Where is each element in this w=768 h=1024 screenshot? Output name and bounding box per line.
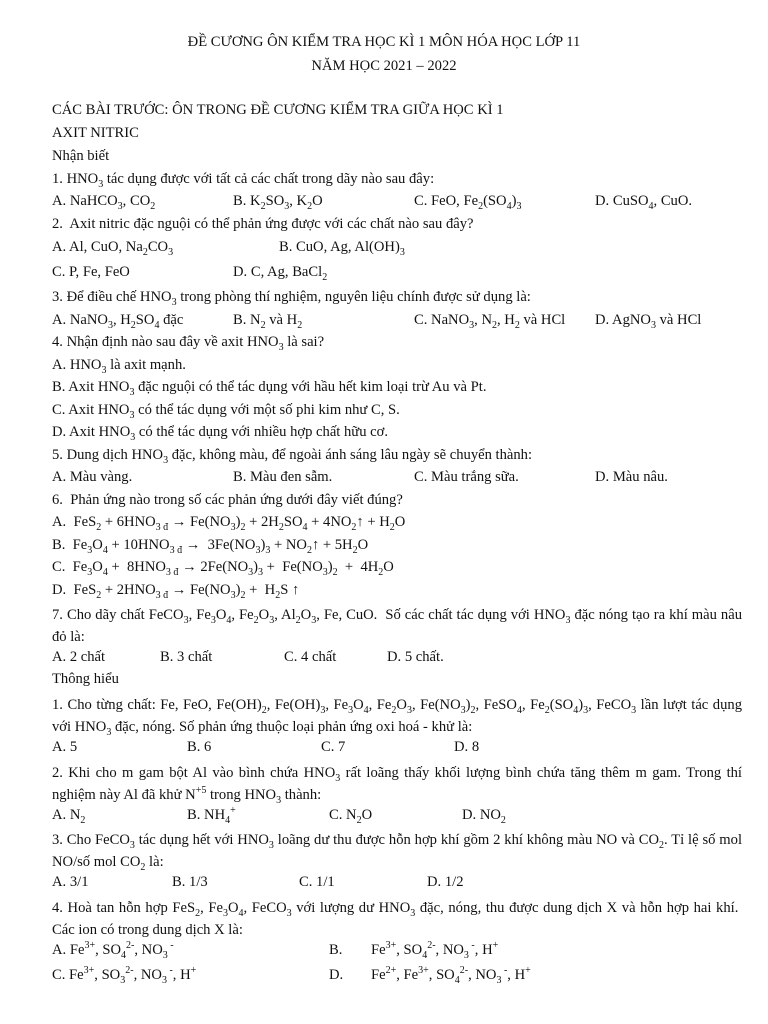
question-5: 5. Dung dịch $HNO_3$ đặc, không màu, để ngoài ánh sáng lâu ngày sẽ chuyển thành:	[52, 447, 533, 466]
question-6: 6. Phản ứng nào trong số các phản ứng dưới đây viết đúng?	[52, 492, 403, 508]
q7-option-b: B. 3 chất	[160, 649, 213, 665]
q5-option-d: D. Màu nâu.	[595, 469, 668, 485]
q5-option-a: A. Màu vàng.	[52, 469, 133, 485]
th2-option-b: B. $NH_4^+$	[187, 805, 236, 826]
question-4: 4. Nhận định nào sau đây về axit $HNO_3$ là sai?	[52, 334, 325, 353]
q1-option-d: D. CuSO$_4$, CuO.	[595, 193, 693, 212]
q2-option-c: C. P, Fe, FeO	[52, 264, 130, 280]
q6-option-d: D. $FeS_2 + 2HNO_{3 đ} \to Fe(NO_3)_2 + H_2S$ ↑	[52, 582, 300, 601]
q1-option-c: C. FeO, $Fe_2(SO_4)_3$	[414, 193, 522, 212]
th1-option-b: B. 6	[187, 739, 212, 755]
q3-option-b: B. $N_2$ và $H_2$	[233, 312, 303, 331]
q6-option-a: A. $FeS_2 + 6HNO_{3 đ} \to Fe(NO_3)_2 + 2H_2SO_4$ + $4NO_2↑ + H_2O$	[52, 514, 406, 533]
q5-option-c: C. Màu trắng sữa.	[414, 469, 519, 485]
level-heading-nhan-biet: Nhận biết	[52, 148, 110, 164]
th4-option-b-text: $Fe^{3+}$, $SO_4^{2-}$, $NO_3$ -, H+	[371, 940, 499, 961]
q3-option-a: A. NaNO$_3$, $H_2SO_4$ đặc	[52, 312, 184, 331]
th-question-1: 1. Cho từng chất: Fe, FeO, $Fe(OH)_2$, $Fe(OH)_3$, $Fe_3O_4$, $Fe_2O_3$, $Fe(NO_3)_2$, FeSO$_4$, $Fe_2(SO_4)_3$, FeCO$_3$ lần lượt tác dụng với $HNO_3$ đặc, nóng. Số phản ứng thuộc loại phản ứng oxi hoá - khử là:	[52, 697, 742, 738]
th4-option-d: D.	[329, 967, 344, 983]
th3-option-a: A. 3/1	[52, 874, 89, 890]
q3-option-c: C. NaNO$_3$, $N_2$, $H_2$ và HCl	[414, 312, 566, 331]
question-3: 3. Để điều chế $HNO_3$ trong phòng thí nghiệm, nguyên liệu chính được sử dụng là:	[52, 289, 531, 308]
section-heading: CÁC BÀI TRƯỚC: ÔN TRONG ĐỀ CƯƠNG KIỂM TRA GIỮA HỌC KÌ 1	[52, 102, 504, 118]
q4-option-c: C. Axit $HNO_3$ có thể tác dụng với một số phi kim như C, S.	[52, 402, 400, 421]
th2-option-a: A. $N_2$	[52, 807, 86, 826]
th-question-2: 2. Khi cho m gam bột Al vào bình chứa $HNO_3$ rất loãng thấy khối lượng bình chứa tăng thêm m gam. Trong thí nghiệm này Al đã khử $N^{+5}$ trong $HNO_3$ thành:	[52, 765, 742, 806]
th2-option-d: D. $NO_2$	[462, 807, 506, 826]
school-year: NĂM HỌC 2021 – 2022	[311, 58, 457, 74]
th4-option-b: B.	[329, 942, 343, 958]
q6-option-c: C. $Fe_3O_4 + 8HNO_{3 đ} \to 2Fe(NO_3)_3 + Fe(NO_3)_2 + 4H_2O$	[52, 559, 394, 578]
th2-option-c: C. $N_2O$	[329, 807, 373, 826]
question-1: 1. $HNO_3$ tác dụng được với tất cả các chất trong dãy nào sau đây:	[52, 171, 435, 190]
th4-option-a: A. $Fe^{3+}$, $SO_4^{2-}$, $NO_3$ -	[52, 940, 174, 961]
q5-option-b: B. Màu đen sẫm.	[233, 469, 333, 485]
q3-option-d: D. AgNO$_3$ và HCl	[595, 312, 702, 331]
q6-option-b: B. $Fe_3O_4 + 10HNO_{3 đ} \to 3Fe(NO_3)_3$ + $NO_2↑ + 5H_2O$	[52, 537, 369, 556]
th1-option-c: C. 7	[321, 739, 346, 755]
th1-option-d: D. 8	[454, 739, 480, 755]
topic-heading: AXIT NITRIC	[52, 125, 139, 141]
th3-option-b: B. 1/3	[172, 874, 208, 890]
th1-option-a: A. 5	[52, 739, 78, 755]
th4-option-c: C. $Fe^{3+}$, $SO_3^{2-}$, $NO_3$ -, H+	[52, 965, 197, 986]
q1-option-b: B. $K_2SO_3$, $K_2O$	[233, 193, 323, 212]
q4-option-b: B. Axit $HNO_3$ đặc nguội có thể tác dụng với hầu hết kim loại trừ Au và Pt.	[52, 379, 487, 398]
q7-option-d: D. 5 chất.	[387, 649, 444, 665]
q4-option-d: D. Axit $HNO_3$ có thể tác dụng với nhiều hợp chất hữu cơ.	[52, 424, 388, 443]
q2-option-a: A. Al, CuO, $Na_2CO_3$	[52, 239, 174, 258]
document-title: ĐỀ CƯƠNG ÔN KIỂM TRA HỌC KÌ 1 MÔN HÓA HỌC LỚP 11	[187, 34, 581, 50]
q1-option-a: A. NaHCO$_3$, $CO_2$	[52, 193, 156, 212]
th-question-3: 3. Cho FeCO$_3$ tác dụng hết với $HNO_3$ loãng dư thu được hỗn hợp khí gồm 2 khí không màu NO và $CO_2$. Tỉ lệ số mol NO/số mol $CO_2$ là:	[52, 832, 742, 873]
q2-option-b: B. CuO, Ag, $Al(OH)_3$	[279, 239, 405, 258]
q7-option-c: C. 4 chất	[284, 649, 337, 665]
q4-option-a: A. $HNO_3$ là axit mạnh.	[52, 357, 186, 376]
q2-option-d: D. C, Ag, BaCl$_2$	[233, 264, 328, 283]
question-2: 2. Axit nitric đặc nguội có thể phản ứng được với các chất nào sau đây?	[52, 216, 474, 232]
level-heading-thong-hieu: Thông hiểu	[52, 671, 119, 687]
th4-option-d-text: $Fe^{2+}$, $Fe^{3+}$, $SO_4^{2-}$, $NO_3$ -, H+	[371, 965, 531, 986]
th-question-4: 4. Hoà tan hỗn hợp FeS$_2$, $Fe_3O_4$, FeCO$_3$ với lượng dư $HNO_3$ đặc, nóng, thu được dung dịch X và hỗn hợp hai khí. Các ion có trong dung dịch X là:	[52, 900, 743, 938]
th3-option-d: D. 1/2	[427, 874, 464, 890]
q7-option-a: A. 2 chất	[52, 649, 106, 665]
th3-option-c: C. 1/1	[299, 874, 335, 890]
question-7: 7. Cho dãy chất FeCO$_3$, $Fe_3O_4$, $Fe_2O_3$, $Al_2O_3$, Fe, CuO. Số các chất tác dụng với $HNO_3$ đặc nóng tạo ra khí màu nâu đỏ là:	[52, 607, 743, 645]
